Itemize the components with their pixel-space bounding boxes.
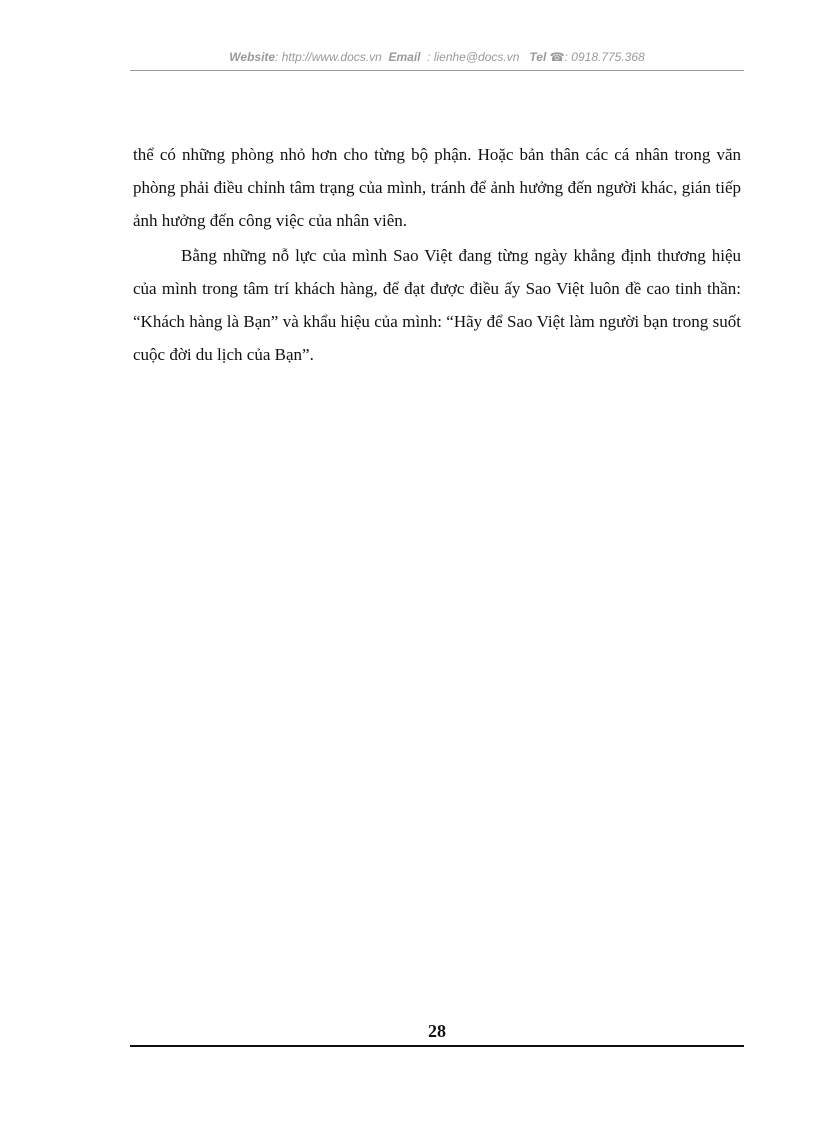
body-paragraph-2: Bằng những nỗ lực của mình Sao Việt đang từng ngày khẳng định thương hiệu của mình trong tâm trí khách hàng, để đạt được điều ấy Sao Việt luôn đề cao tinh thần: “Khách hàng là Bạn” và khẩu hiệu của mình: “Hãy để Sao Việt làm người bạn trong suốt cuộc đời du lịch của Bạn”. [133, 246, 741, 364]
footer-divider [130, 1045, 744, 1047]
body-paragraph-1: thể có những phòng nhỏ hơn cho từng bộ phận. Hoặc bản thân các cá nhân trong văn phòng phải điều chỉnh tâm trạng của mình, tránh để ảnh hưởng đến người khác, gián tiếp ảnh hưởng đến công việc của nhân viên. [133, 145, 741, 230]
tel-value: : 0918.775.368 [564, 50, 645, 64]
website-label: Website [229, 50, 276, 64]
website-value: : http://www.docs.vn [275, 50, 382, 64]
email-label: Email [388, 50, 421, 64]
document-body [133, 138, 741, 371]
tel-label: Tel [529, 50, 547, 64]
email-value: : lienhe@docs.vn [423, 50, 520, 64]
page-header [130, 50, 744, 64]
phone-icon: ☎ [549, 50, 565, 64]
header-divider [130, 70, 744, 71]
page-number: 28 [428, 1021, 446, 1041]
